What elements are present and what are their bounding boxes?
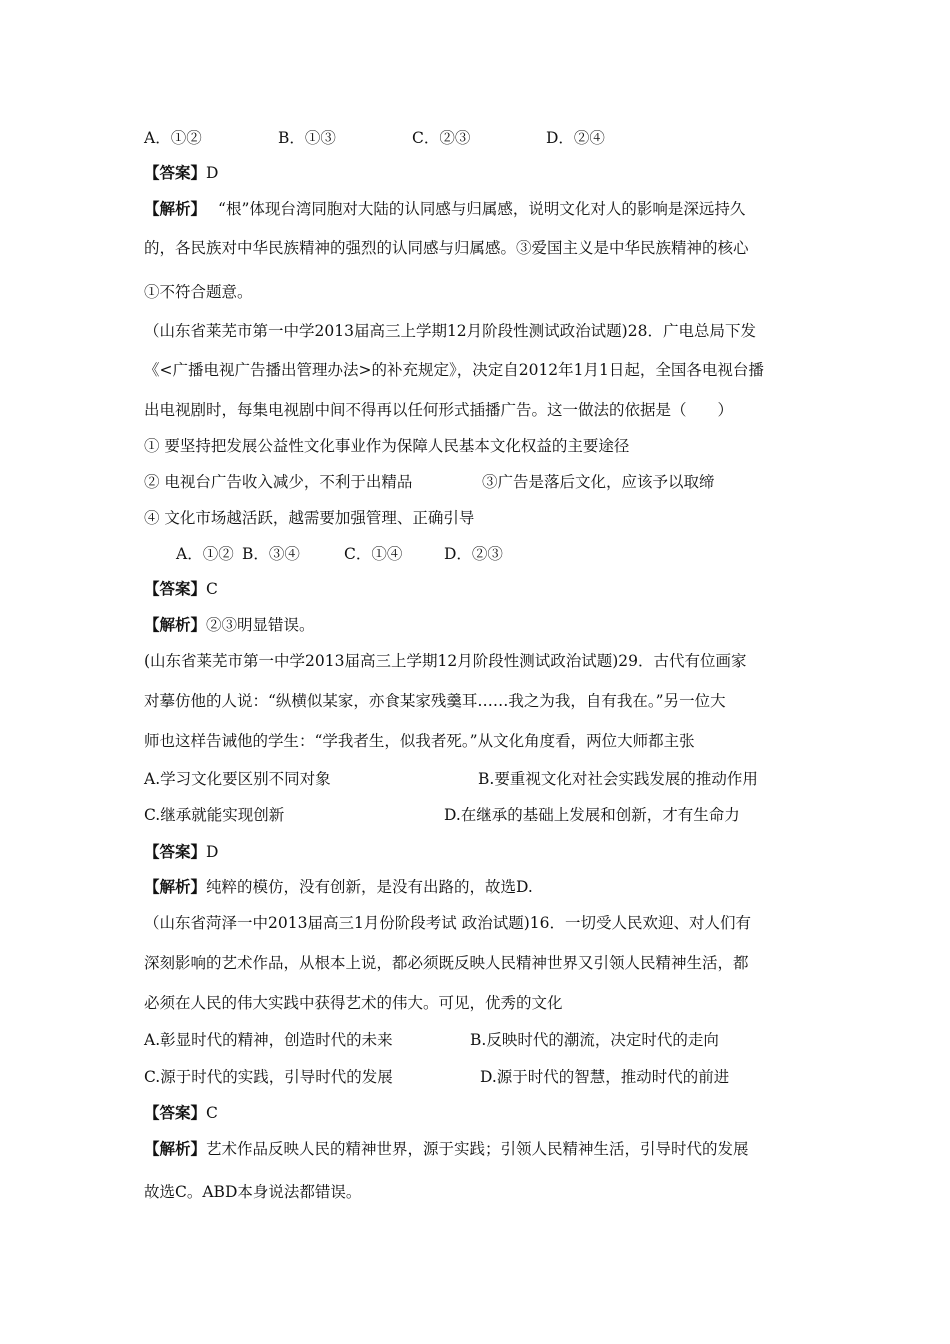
q29-option-a: A.学习文化要区别不同对象 [144, 770, 331, 788]
analysis-tag: 【解析】 [144, 615, 207, 634]
q16-option-a: A.彰显时代的精神，创造时代的未来 [144, 1031, 393, 1049]
answer-value: D [206, 843, 219, 861]
q28-statement-3: ③广告是落后文化，应该予以取缔 [482, 473, 715, 491]
q-prev-analysis-line-1 [144, 199, 745, 219]
analysis-text: “根”体现台湾同胞对大陆的认同感与归属感，说明文化对人的影响是深远持久 [218, 200, 746, 218]
q16-analysis-line-2: 故选C。ABD本身说法都错误。 [144, 1183, 362, 1201]
q-prev-analysis-line-3: ①不符合题意。 [144, 283, 253, 301]
q16-option-d: D.源于时代的智慧，推动时代的前进 [480, 1068, 730, 1086]
analysis-tag: 【解析】 [144, 1139, 207, 1158]
answer-tag: 【答案】 [144, 579, 207, 598]
analysis-text: ②③明显错误。 [206, 616, 315, 634]
q28-analysis [144, 615, 315, 635]
q28-statement-1: ① 要坚持把发展公益性文化事业作为保障人民基本文化权益的主要途径 [144, 437, 630, 455]
analysis-text: 艺术作品反映人民的精神世界，源于实践；引领人民精神生活，引导时代的发展 [206, 1140, 749, 1158]
q16-option-c: C.源于时代的实践，引导时代的发展 [144, 1068, 393, 1086]
q-prev-analysis-line-2: 的，各民族对中华民族精神的强烈的认同感与归属感。③爱国主义是中华民族精神的核心 [144, 239, 749, 257]
q16-stem-line-1: （山东省菏泽一中2013届高三1月份阶段考试 政治试题)16．一切受人民欢迎、对人们有 [144, 914, 752, 932]
answer-tag: 【答案】 [144, 842, 207, 861]
q28-stem-line-1: （山东省莱芜市第一中学2013届高三上学期12月阶段性测试政治试题)28．广电总局下发 [144, 322, 756, 340]
analysis-tag: 【解析】 [144, 199, 207, 218]
option-c: C．②③ [412, 129, 471, 147]
q28-statement-4: ④ 文化市场越活跃，越需要加强管理、正确引导 [144, 509, 475, 527]
q28-statement-2: ② 电视台广告收入减少，不利于出精品 [144, 473, 413, 491]
q28-stem-line-2: 《<广播电视广告播出管理办法>的补充规定》，决定自2012年1月1日起，全国各电视台播 [144, 361, 764, 379]
q-prev-answer [144, 163, 218, 183]
answer-tag: 【答案】 [144, 1103, 207, 1122]
q28-answer [144, 579, 218, 599]
q29-option-c: C.继承就能实现创新 [144, 806, 285, 824]
q16-analysis-line-1 [144, 1139, 749, 1159]
q16-stem-line-3: 必须在人民的伟大实践中获得艺术的伟大。可见，优秀的文化 [144, 994, 563, 1012]
q28-stem-line-3: 出电视剧时，每集电视剧中间不得再以任何形式插播广告。这一做法的依据是（ ） [144, 401, 734, 419]
option-b: B．①③ [278, 129, 336, 147]
option-d: D．②③ [444, 545, 503, 563]
option-d: D．②④ [546, 129, 605, 147]
q29-answer [144, 842, 218, 862]
q29-stem-line-3: 师也这样告诫他的学生：“学我者生，似我者死。”从文化角度看，两位大师都主张 [144, 732, 695, 750]
q29-option-b: B.要重视文化对社会实践发展的推动作用 [478, 770, 758, 788]
option-c: C．①④ [344, 545, 403, 563]
q-prev-options [144, 128, 605, 148]
option-a: A．①② [144, 129, 202, 147]
q29-stem-line-2: 对摹仿他的人说：“纵横似某家，亦食某家残羹耳……我之为我，自有我在。”另一位大 [144, 692, 726, 710]
q29-option-d: D.在继承的基础上发展和创新，才有生命力 [444, 806, 740, 824]
answer-value: C [206, 1104, 218, 1122]
answer-tag: 【答案】 [144, 163, 207, 182]
q16-stem-line-2: 深刻影响的艺术作品，从根本上说，都必须既反映人民精神世界又引领人民精神生活，都 [144, 954, 749, 972]
option-b: B．③④ [242, 545, 300, 563]
answer-value: C [206, 580, 218, 598]
q16-option-b: B.反映时代的潮流，决定时代的走向 [470, 1031, 719, 1049]
analysis-tag: 【解析】 [144, 877, 207, 896]
q29-analysis [144, 877, 533, 897]
q29-stem-line-1: (山东省莱芜市第一中学2013届高三上学期12月阶段性测试政治试题)29．古代有位画家 [144, 652, 747, 670]
analysis-text: 纯粹的模仿，没有创新，是没有出路的，故选D. [206, 878, 533, 896]
option-a: A．①② [176, 545, 234, 563]
q28-options [176, 544, 503, 564]
answer-value: D [206, 164, 219, 182]
q16-answer [144, 1103, 218, 1123]
